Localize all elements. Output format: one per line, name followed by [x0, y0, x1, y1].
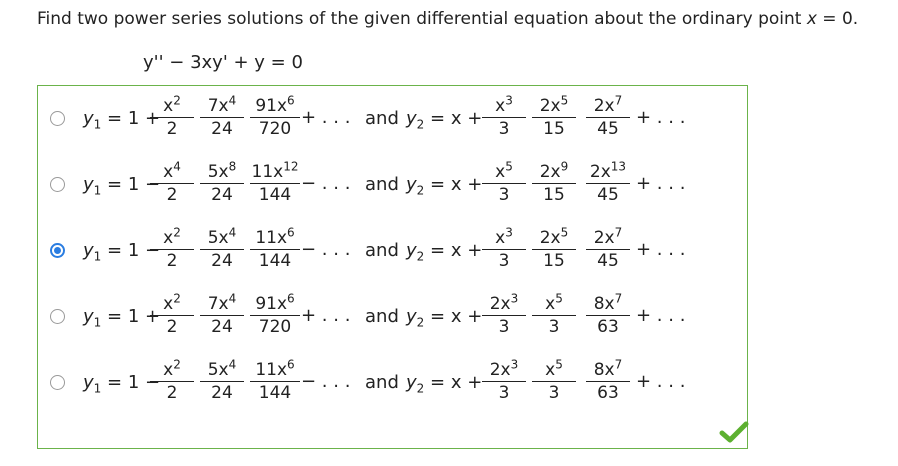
and-label: and	[365, 372, 399, 393]
y1-term-numerator: $91x^6$	[250, 296, 300, 316]
y2-term-denominator: 3	[498, 185, 510, 205]
y1-term-numerator: $x^4$	[150, 164, 194, 184]
y1-term-exponent: 12	[283, 159, 299, 174]
y1-term-denominator: 144	[258, 383, 292, 403]
answer-option[interactable]	[38, 356, 748, 416]
y2-term-numerator: $2x^5$	[532, 98, 576, 118]
y1-term-denominator: 2	[166, 251, 178, 271]
and-label: and	[365, 240, 399, 261]
y2-label-subscript: 2	[416, 249, 425, 264]
y2-term-denominator: 3	[498, 317, 510, 337]
y2-term-numerator: $x^3$	[482, 230, 526, 250]
y1-label	[83, 240, 161, 264]
y2-term	[586, 159, 630, 205]
y1-label-var: y	[83, 306, 94, 327]
y2-term	[482, 291, 526, 337]
question-text	[37, 9, 858, 29]
y1-term-numerator: $11x^{12}$	[251, 159, 299, 182]
y1-term	[200, 159, 244, 205]
y2-term	[482, 225, 526, 271]
y1-term-numerator: $x^2$	[150, 362, 194, 382]
question-point-value: = 0.	[816, 9, 859, 29]
y2-term-exponent: 9	[560, 159, 569, 174]
y2-term-numerator: $2x^3$	[482, 296, 526, 316]
y1-term-exponent: 4	[228, 291, 237, 306]
y2-term	[586, 357, 630, 403]
y1-term	[200, 357, 244, 403]
y1-term-numerator: $91x^6$	[250, 98, 300, 118]
y1-term	[200, 93, 244, 139]
y2-term-exponent: 5	[555, 291, 563, 306]
and-label: and	[365, 174, 399, 195]
y1-label-subscript: 1	[93, 117, 102, 132]
y1-term	[150, 357, 194, 403]
y1-term	[150, 159, 194, 205]
y2-label	[406, 174, 483, 198]
y1-term-numerator: $x^2$	[150, 296, 194, 316]
y1-label-var: y	[83, 372, 94, 393]
y2-label-equals: = x +	[424, 372, 483, 393]
y2-label	[406, 306, 483, 330]
y2-term-exponent: 7	[614, 225, 623, 240]
y1-term-numerator: $11x^6$	[250, 230, 300, 250]
y2-label-equals: = x +	[424, 108, 483, 129]
y2-term	[586, 291, 630, 337]
radio-button[interactable]	[50, 177, 65, 192]
y1-label-var: y	[83, 240, 94, 261]
y1-label-var: y	[83, 174, 94, 195]
y2-term-denominator: 15	[543, 119, 565, 139]
y2-term-exponent: 3	[510, 291, 519, 306]
y1-term-numerator: $11x^6$	[250, 362, 300, 382]
y2-label	[406, 372, 483, 396]
y1-label-subscript: 1	[93, 249, 102, 264]
y2-term-numerator: $8x^7$	[586, 362, 630, 382]
y2-term-numerator: $x^5$	[532, 296, 576, 316]
radio-button[interactable]	[50, 111, 65, 126]
y2-term-denominator: 63	[597, 383, 619, 403]
y1-term	[150, 225, 194, 271]
y2-term-exponent: 7	[614, 291, 623, 306]
y1-term	[250, 93, 300, 139]
y2-term-denominator: 3	[498, 383, 510, 403]
y1-term-exponent: 4	[173, 159, 181, 174]
answer-option[interactable]	[38, 224, 748, 284]
y2-term-numerator: $2x^7$	[586, 230, 630, 250]
y1-label-equals: = 1 +	[101, 306, 161, 327]
y1-term-denominator: 2	[166, 383, 178, 403]
y2-label-var: y	[406, 108, 417, 129]
y1-term-denominator: 2	[166, 317, 178, 337]
y2-term	[532, 291, 576, 337]
y1-tail: + . . .	[301, 305, 351, 326]
radio-button[interactable]	[50, 375, 65, 390]
y2-term-exponent: 3	[505, 225, 513, 240]
y1-term-numerator: $7x^4$	[200, 98, 244, 118]
y2-term	[586, 225, 630, 271]
y2-term-denominator: 45	[597, 119, 619, 139]
y1-term-exponent: 4	[228, 357, 237, 372]
answer-choices	[37, 85, 748, 449]
and-label: and	[365, 306, 399, 327]
y2-term-denominator: 3	[548, 383, 560, 403]
y1-label	[83, 174, 161, 198]
y1-label	[83, 108, 161, 132]
y2-term-exponent: 7	[614, 93, 623, 108]
y2-tail: + . . .	[636, 371, 686, 392]
y2-term	[532, 225, 576, 271]
y1-term-exponent: 6	[287, 357, 295, 372]
y2-term-numerator: $8x^7$	[586, 296, 630, 316]
y2-label-subscript: 2	[416, 381, 425, 396]
y1-term-exponent: 2	[173, 357, 181, 372]
y2-term-denominator: 63	[597, 317, 619, 337]
y1-term-exponent: 6	[287, 93, 295, 108]
y1-term-exponent: 4	[228, 93, 237, 108]
y1-term	[250, 225, 300, 271]
y2-term-denominator: 15	[543, 251, 565, 271]
y2-label-subscript: 2	[416, 117, 425, 132]
y2-term-exponent: 7	[614, 357, 623, 372]
y1-term-denominator: 144	[258, 185, 292, 205]
y1-term-exponent: 2	[173, 291, 181, 306]
y1-term-exponent: 2	[173, 93, 181, 108]
y1-label-var: y	[83, 108, 94, 129]
y2-term-exponent: 13	[610, 159, 627, 174]
y1-term-exponent: 6	[287, 225, 295, 240]
y1-term	[150, 291, 194, 337]
radio-button[interactable]	[50, 243, 65, 258]
radio-button[interactable]	[50, 309, 65, 324]
y1-tail: − . . .	[301, 371, 351, 392]
y1-term-denominator: 24	[211, 251, 233, 271]
y1-term-denominator: 24	[211, 383, 233, 403]
y1-tail: − . . .	[301, 239, 351, 260]
y1-term-numerator: $x^2$	[150, 98, 194, 118]
question-point-var: x	[806, 9, 817, 29]
y2-label-equals: = x +	[424, 240, 483, 261]
y2-tail: + . . .	[636, 239, 686, 260]
y1-term-exponent: 4	[228, 225, 237, 240]
question-prompt: Find two power series solutions of the given differential equation about the ordinary point	[37, 9, 807, 29]
y1-label-subscript: 1	[93, 183, 102, 198]
answer-option[interactable]	[38, 290, 748, 350]
y1-term-numerator: $x^2$	[150, 230, 194, 250]
y1-term-numerator: $5x^4$	[200, 230, 244, 250]
y1-term-numerator: $5x^4$	[200, 362, 244, 382]
y2-term-denominator: 45	[597, 251, 619, 271]
y1-term-numerator: $5x^8$	[200, 164, 244, 184]
y1-label-equals: = 1 −	[101, 240, 161, 261]
y2-term-numerator: $x^3$	[482, 98, 526, 118]
y2-term-exponent: 5	[560, 93, 569, 108]
y2-term-numerator: $2x^5$	[532, 230, 576, 250]
y1-term-exponent: 6	[287, 291, 295, 306]
differential-equation: y'' − 3xy' + y = 0	[143, 52, 303, 73]
y1-term-numerator: $7x^4$	[200, 296, 244, 316]
y1-term-denominator: 2	[166, 185, 178, 205]
y2-label	[406, 240, 483, 264]
y2-term	[586, 93, 630, 139]
y2-tail: + . . .	[636, 107, 686, 128]
y2-label-subscript: 2	[416, 315, 425, 330]
y2-term	[482, 357, 526, 403]
y2-term	[482, 93, 526, 139]
y2-term	[482, 159, 526, 205]
y2-term	[532, 93, 576, 139]
answer-option[interactable]	[38, 158, 748, 218]
y1-term-denominator: 24	[211, 317, 233, 337]
y2-term-exponent: 5	[505, 159, 513, 174]
y2-tail: + . . .	[636, 173, 686, 194]
y1-label	[83, 372, 161, 396]
y1-label-subscript: 1	[93, 381, 102, 396]
y1-term-denominator: 2	[166, 119, 178, 139]
y2-term-numerator: $2x^7$	[586, 98, 630, 118]
y2-tail: + . . .	[636, 305, 686, 326]
y1-term-denominator: 720	[258, 119, 292, 139]
answer-option[interactable]	[38, 92, 748, 152]
y2-term-numerator: $x^5$	[482, 164, 526, 184]
y1-term-denominator: 24	[211, 119, 233, 139]
y1-term	[150, 93, 194, 139]
y1-term-denominator: 24	[211, 185, 233, 205]
y2-label-equals: = x +	[424, 174, 483, 195]
y1-term	[200, 291, 244, 337]
y1-term	[250, 357, 300, 403]
y1-label-equals: = 1 −	[101, 174, 161, 195]
y1-term	[250, 291, 300, 337]
and-label: and	[365, 108, 399, 129]
y1-term-denominator: 720	[258, 317, 292, 337]
y2-term-numerator: $2x^9$	[532, 164, 576, 184]
y1-term-exponent: 2	[173, 225, 181, 240]
y2-term-denominator: 3	[498, 119, 510, 139]
y1-term	[250, 159, 300, 205]
y1-label-equals: = 1 −	[101, 372, 161, 393]
y2-term-denominator: 3	[548, 317, 560, 337]
y1-tail: − . . .	[301, 173, 351, 194]
y1-term-denominator: 144	[258, 251, 292, 271]
y2-label-subscript: 2	[416, 183, 425, 198]
y2-label-var: y	[406, 372, 417, 393]
y2-label-equals: = x +	[424, 306, 483, 327]
y1-label-subscript: 1	[93, 315, 102, 330]
y2-label-var: y	[406, 306, 417, 327]
y1-term	[200, 225, 244, 271]
y2-label-var: y	[406, 240, 417, 261]
y2-term	[532, 357, 576, 403]
y1-tail: + . . .	[301, 107, 351, 128]
y2-term-denominator: 3	[498, 251, 510, 271]
y2-term-exponent: 3	[510, 357, 519, 372]
y2-term-exponent: 3	[505, 93, 513, 108]
y2-term-denominator: 15	[543, 185, 565, 205]
y1-label-equals: = 1 +	[101, 108, 161, 129]
y2-term-numerator: $x^5$	[532, 362, 576, 382]
y1-term-exponent: 8	[228, 159, 237, 174]
y2-label	[406, 108, 483, 132]
y2-label-var: y	[406, 174, 417, 195]
y2-term-exponent: 5	[555, 357, 563, 372]
checkmark-icon	[719, 421, 749, 443]
y2-term-numerator: $2x^{13}$	[586, 164, 630, 184]
y2-term-denominator: 45	[597, 185, 619, 205]
y2-term-exponent: 5	[560, 225, 569, 240]
y1-label	[83, 306, 161, 330]
y2-term	[532, 159, 576, 205]
y2-term-numerator: $2x^3$	[482, 362, 526, 382]
